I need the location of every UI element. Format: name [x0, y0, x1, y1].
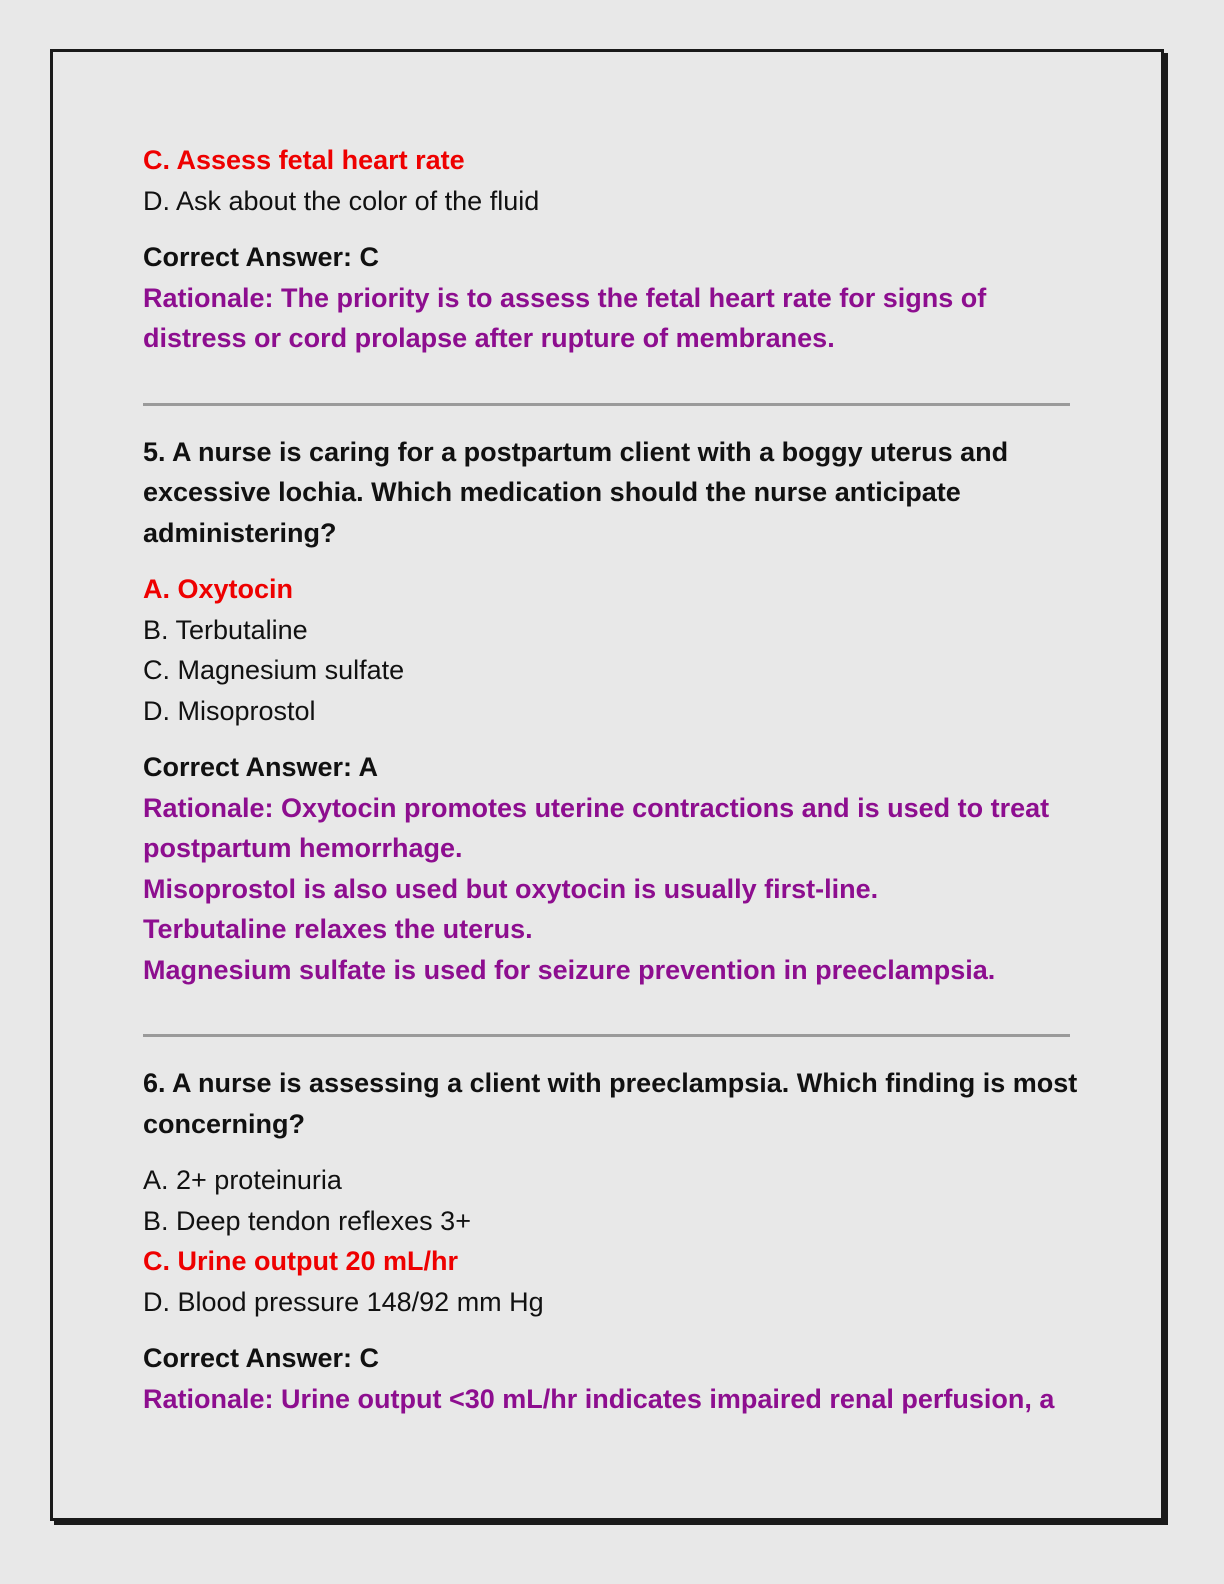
q6-option-d: D. Blood pressure 148/92 mm Hg: [143, 1286, 544, 1317]
question-4-section: [143, 140, 1083, 359]
q6-rationale-line-1: Rationale: Urine output <30 mL/hr indicates impaired renal perfusion, a: [143, 1383, 1055, 1414]
q5-rationale-line-4: Terbutaline relaxes the uterus.: [143, 914, 533, 944]
q6-correct-answer: Correct Answer: C: [143, 1343, 380, 1373]
q5-rationale-line-1: Rationale: Oxytocin promotes uterine contractions and is used to treat: [143, 792, 1050, 823]
q4-option-c: C. Assess fetal heart rate: [143, 145, 465, 175]
q5-option-b: B. Terbutaline: [143, 614, 308, 645]
question-6-section: [143, 1063, 1083, 1419]
question-5-section: [143, 432, 1083, 991]
q5-option-a: A. Oxytocin: [143, 574, 294, 604]
q5-rationale-line-3: Misoprostol is also used but oxytocin is usually first-line.: [143, 873, 879, 904]
q5-question-line-2: excessive lochia. Which medication should the nurse anticipate: [143, 477, 961, 507]
q6-option-a: A. 2+ proteinuria: [143, 1165, 342, 1195]
document-content: [143, 140, 1083, 1419]
q5-option-c: C. Magnesium sulfate: [143, 655, 405, 685]
q6-question-line-2: concerning?: [143, 1108, 306, 1139]
q4-correct-answer: Correct Answer: C: [143, 242, 380, 272]
q6-question-line-1: 6. A nurse is assessing a client with preeclampsia. Which finding is most: [143, 1068, 1078, 1098]
q5-option-d: D. Misoprostol: [143, 695, 316, 726]
q4-rationale-line-2: distress or cord prolapse after rupture of membranes.: [143, 323, 835, 353]
q5-question-line-1: 5. A nurse is caring for a postpartum client with a boggy uterus and: [143, 436, 1009, 467]
q5-correct-answer: Correct Answer: A: [143, 752, 379, 782]
q4-rationale-line-1: Rationale: The priority is to assess the fetal heart rate for signs of: [143, 282, 987, 313]
q5-question-line-3: administering?: [143, 517, 337, 548]
q5-rationale-line-5: Magnesium sulfate is used for seizure prevention in preeclampsia.: [143, 954, 996, 985]
q6-option-c: C. Urine output 20 mL/hr: [143, 1246, 459, 1276]
q6-option-b: B. Deep tendon reflexes 3+: [143, 1205, 471, 1236]
q5-rationale-line-2: postpartum hemorrhage.: [143, 833, 463, 863]
q4-option-d: D. Ask about the color of the fluid: [143, 185, 540, 216]
